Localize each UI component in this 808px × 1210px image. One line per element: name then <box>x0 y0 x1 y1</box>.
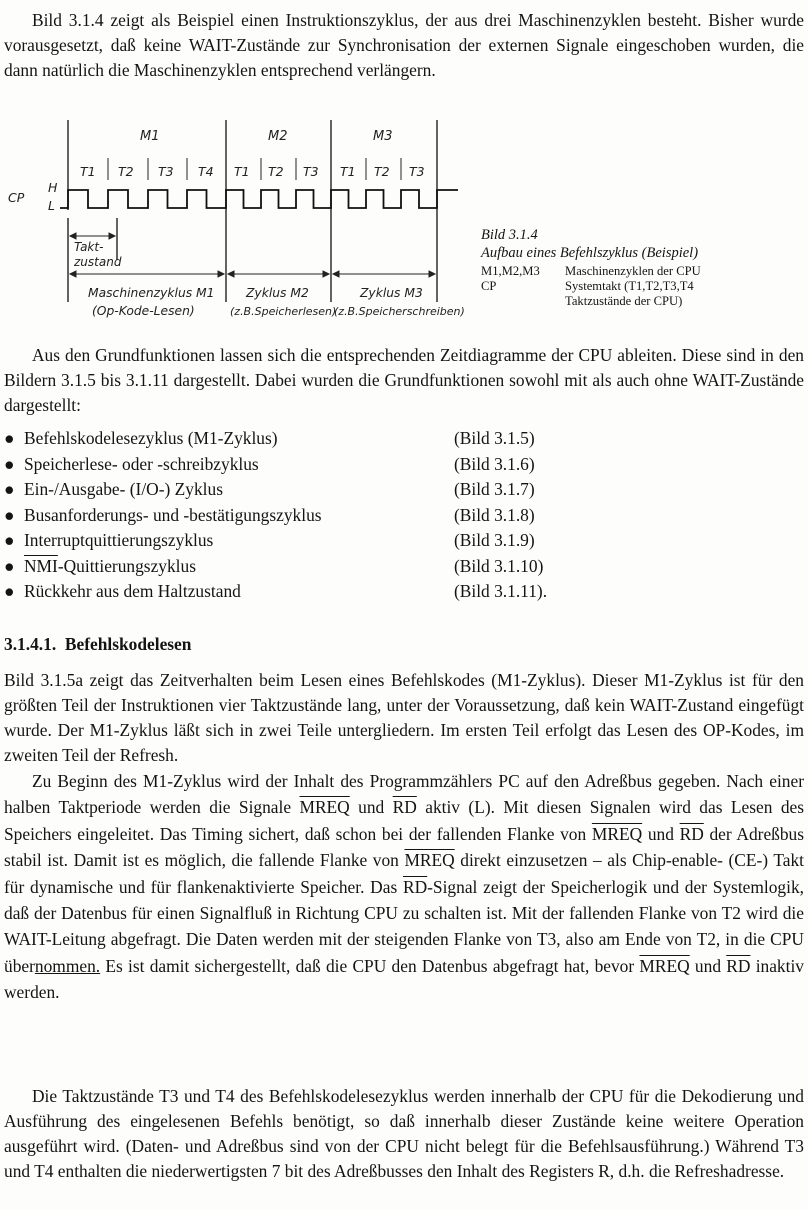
list-item: ● Rückkehr aus dem Haltzustand (Bild 3.1.11). <box>4 581 548 601</box>
cp-clock-waveform <box>60 190 458 208</box>
cycle-separator-lines <box>68 120 437 302</box>
section-heading: 3.1.4.1. Befehlskodelesen <box>4 634 192 654</box>
takt-label-line2: zustand <box>74 255 122 269</box>
m1-cycle-paragraph: Bild 3.1.5a zeigt das Zeitverhalten beim Lesen eines Befehlskodes (M1-Zyklus). Dieser M1-Zyklus ist für den größten Teil der Instruktionen vier Taktzustände lang, unter der Voraussetzung, daß kein WAIT-Zustand eingefügt wurde. Der M1-Zyklus läßt sich in zwei Teile untergliedern. Im ersten Teil erfolgt das Lesen des OP-Kodes, im zweiten Teil der Refresh. <box>4 670 804 765</box>
caption-title: Bild 3.1.4 <box>481 227 538 243</box>
cycle-m3-sublabel: (z.B.Speicherschreiben) <box>334 305 465 318</box>
cycle-list <box>4 426 644 605</box>
level-low-label: L <box>48 198 55 213</box>
takt-zustand-arrow <box>70 233 115 239</box>
m3-t2-label: T2 <box>374 164 390 179</box>
m2-t3-label: T3 <box>303 164 319 179</box>
list-item: ● Ein-/Ausgabe- (I/O-) Zyklus (Bild 3.1.7) <box>4 479 535 499</box>
list-item: ● Busanforderungs- und -bestätigungszyklus (Bild 3.1.8) <box>4 504 535 525</box>
intro-paragraph: Bild 3.1.4 zeigt als Beispiel einen Instruktionszyklus, der aus drei Maschinenzyklen besteht. Bisher wurde vorausgesetzt, daß keine WAIT-Zustände zur Synchronisation der externen Signale eingeschoben wurden, die dann natürlich die Maschinenzyklen entsprechend verlängern. <box>4 10 804 80</box>
cycle-m2-sublabel: (z.B.Speicherlesen) <box>230 305 337 318</box>
m2-label: M2 <box>268 129 288 144</box>
caption-subtitle: Aufbau eines Befehlszyklus (Beispiel) <box>481 245 699 261</box>
cycle-m1-label: Maschinenzyklus M1 <box>88 286 215 300</box>
list-item: ● Befehlskodelesezyklus (M1-Zyklus) (Bild 3.1.5) <box>4 428 535 448</box>
legend-key: M1,M2,M3 <box>481 264 540 278</box>
legend-value: Taktzustände der CPU) <box>565 294 683 308</box>
state-separator-lines <box>108 158 401 180</box>
legend-key <box>481 294 565 309</box>
m3-t3-label: T3 <box>409 164 425 179</box>
m2-t1-label: T1 <box>234 164 250 179</box>
cycle-m3-label: Zyklus M3 <box>360 286 423 300</box>
machine-cycle-arrows <box>70 271 435 277</box>
m2-t2-label: T2 <box>268 164 284 179</box>
t3-t4-paragraph: Die Taktzustände T3 und T4 des Befehlskodelesezyklus werden innerhalb der CPU für die Dekodierung und Ausführung des eingelesenen Befehls benötigt, so daß innerhalb dieser Zustände keine weitere Operation ausgeführt wird. (Daten- und Adreßbus sind von der CPU nicht belegt für die Befehlsausführung.) Während T3 und T4 enthalten die niederwertigsten 7 bit des Adreßbusses den Inhalt des Registers R, d.h. die Refreshadresse. <box>4 1086 804 1181</box>
m1-t3-label: T3 <box>158 164 174 179</box>
cycle-m2-label: Zyklus M2 <box>246 286 309 300</box>
figure-caption <box>481 226 807 309</box>
list-item: ● Interruptquittierungszyklus (Bild 3.1.9) <box>4 530 535 550</box>
pc-adressbus-paragraph: Zu Beginn des M1-Zyklus wird der Inhalt des Programmzählers PC auf den Adreßbus gegeben. Nach einer halben Taktperiode werden die Signale MREQ und $\overline{RD}$ aktiv (L). Mit diesen Signalen wird das Lesen des Speichers eingeleitet. Das Timing sichert, daß schon bei der fallenden Flanke von MREQ und $\overline{RD}$ der Adreßbus stabil ist. Damit ist es möglich, die fallende Flanke von MREQ direkt einzusetzen – als Chip-enable- (CE-) Takt für dynamische und für flankenaktivierte Speicher. Das $\overline{RD}$-Signal zeigt der Speicherlogik und der Systemlogik, daß der Datenbus für einen Signalfluß in Richtung CPU zu schalten ist. Mit der fallenden Flanke von T2 wird die WAIT-Leitung abgefragt. Die Daten werden mit der steigenden Flanke von T3, also am Ende von T2, in die CPU übernommen. Es ist damit sichergestellt, daß die CPU den Datenbus abgefragt hat, bevor MREQ und $\overline{RD}$ inaktiv werden. <box>4 771 805 1003</box>
m1-label: M1 <box>140 129 160 144</box>
legend-value: Maschinenzyklen der CPU <box>565 264 701 278</box>
nmi-overline: $\overline{NMI}$ <box>24 555 58 576</box>
m3-label: M3 <box>373 129 393 144</box>
m1-t2-label: T2 <box>118 164 134 179</box>
list-item: ● $\overline{NMI}$-Quittierungszyklus (Bild 3.1.10) <box>4 555 544 576</box>
legend-value: Systemtakt (T1,T2,T3,T4 <box>565 279 694 293</box>
m1-t1-label: T1 <box>80 164 96 179</box>
level-high-label: H <box>48 180 58 195</box>
m3-t1-label: T1 <box>340 164 356 179</box>
m1-t4-label: T4 <box>198 164 214 179</box>
takt-label-line1: Takt- <box>74 240 104 254</box>
instruction-cycle-timing-diagram <box>0 110 470 325</box>
grundfunktionen-paragraph: Aus den Grundfunktionen lassen sich die entsprechenden Zeitdiagramme der CPU ableiten. Diese sind in den Bildern 3.1.5 bis 3.1.11 dargestellt. Dabei wurden die Grundfunktionen sowohl mit als auch ohne WAIT-Zustände dargestellt: <box>4 345 804 415</box>
cycle-m1-sublabel: (Op-Kode-Lesen) <box>92 304 195 318</box>
caption-legend <box>481 264 807 309</box>
cp-signal-label: CP <box>8 190 25 205</box>
list-item: ● Speicherlese- oder -schreibzyklus (Bild 3.1.6) <box>4 453 535 474</box>
legend-key: CP <box>481 279 497 293</box>
